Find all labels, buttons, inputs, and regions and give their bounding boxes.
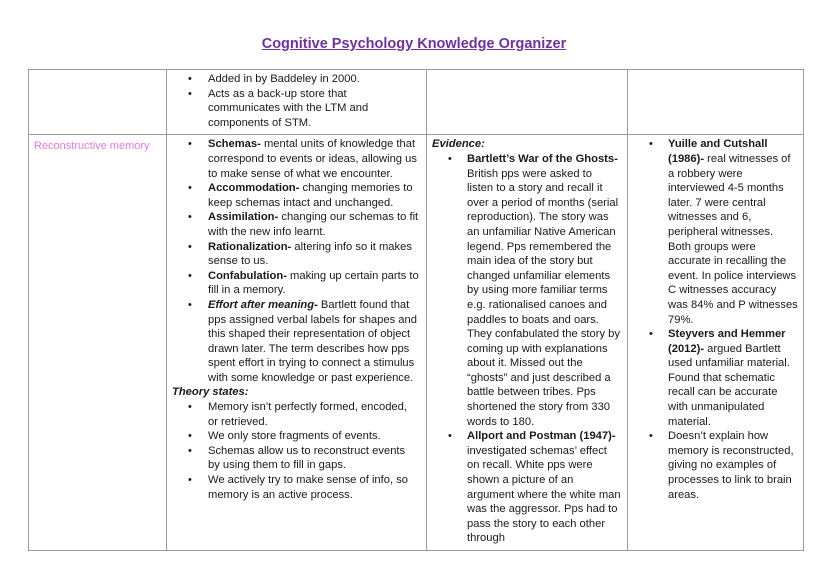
list-item: [167, 210, 420, 239]
evidence-list: [427, 152, 627, 546]
list-item: [167, 298, 420, 386]
list-item: • Memory isn’t perfectly formed, encoded, or retrieved.: [167, 400, 420, 429]
list-item: • Schemas allow us to reconstruct events by using them to fill in gaps.: [167, 444, 420, 473]
table-row: [29, 70, 804, 135]
study-label: Steyvers and Hemmer (2012)-: [668, 328, 786, 355]
list-item: • Added in by Baddeley in 2000.: [167, 72, 420, 87]
list-item: [167, 269, 420, 298]
evidence-cell-empty: [427, 70, 628, 135]
study-text: British pps were asked to listen to a story and recall it over a period of months (serial reproduction). The story was an unfamiliar Native American legend. Pps remembered the main idea of the story but changed unfamiliar elements by using more familiar terms e.g. rationalised canoes and paddles to boats and oars. They confabulated the story by coming up with explanations about it. Missed out the “ghosts” and just described a battle between tribes. Pps shortened the story from 330 words to 180.: [467, 167, 620, 428]
page-title: Cognitive Psychology Knowledge Organizer: [261, 36, 567, 52]
study-text: investigated schemas’ effect on recall. White pps were shown a picture of an argument where the white man was the aggressor. Pps had to pass the story to each other through: [467, 444, 621, 545]
list-item: [427, 429, 627, 546]
term-label: Rationalization-: [208, 240, 292, 253]
term-label: Confabulation-: [208, 269, 287, 282]
term-text: changing memories to keep schemas intact and unchanged.: [208, 182, 413, 209]
term-text: mental units of knowledge that correspond to events or ideas, allowing us to make sense of what we encounter.: [208, 138, 417, 180]
evidence-heading: Evidence:: [432, 138, 485, 151]
terms-list: [167, 137, 420, 385]
study-label: Allport and Postman (1947)-: [467, 430, 616, 443]
term-label: Accommodation-: [208, 182, 300, 195]
definitions-cell: [167, 135, 427, 551]
evaluation-cell: [628, 135, 804, 551]
list-item: [167, 181, 420, 210]
list-item: [167, 240, 420, 269]
list-item: [628, 137, 803, 327]
topic-cell-empty: [29, 70, 167, 135]
theory-list: [167, 400, 420, 502]
evaluation-cell-empty: [628, 70, 804, 135]
topic-label: Reconstructive memory: [34, 140, 150, 153]
content-cell: [167, 70, 427, 135]
list-item: • We actively try to make sense of info, so memory is an active process.: [167, 473, 420, 502]
study-text: argued Bartlett used unfamiliar material. Found that schematic recall can be accurate with unmanipulated material.: [668, 342, 790, 428]
list-item: [167, 137, 420, 181]
term-text: changing our schemas to fit with the new info learnt.: [208, 211, 419, 238]
bullet-list: [167, 72, 420, 130]
list-item: [427, 152, 627, 429]
table-row: [29, 135, 804, 551]
evaluation-list: [628, 137, 803, 502]
study-text: Doesn’t explain how memory is reconstructed, giving no examples of processes to link to brain areas.: [668, 430, 794, 501]
term-text: altering info so it makes sense to us.: [208, 240, 412, 268]
list-item: • Acts as a back-up store that communicates with the LTM and components of STM.: [167, 87, 420, 131]
study-label: Bartlett’s War of the Ghosts-: [467, 152, 618, 165]
list-item: [628, 429, 803, 502]
study-label: Yuille and Cutshall (1986)-: [668, 138, 768, 165]
term-label: Assimilation-: [208, 211, 279, 224]
theory-heading: Theory states:: [172, 386, 249, 399]
list-item: [628, 327, 803, 429]
list-item: • We only store fragments of events.: [167, 429, 420, 444]
term-label: Effort after meaning-: [208, 298, 318, 311]
topic-cell: [29, 135, 167, 551]
evidence-cell: [427, 135, 628, 551]
term-label: Schemas-: [208, 138, 261, 151]
knowledge-organizer-table: [28, 69, 804, 551]
term-text: making up certain parts to fill in a memory.: [208, 269, 419, 297]
study-text: real witnesses of a robbery were interviewed 4-5 months later. 7 were central witnesses and 6, peripheral witnesses. Both groups were accurate in recalling the event. In police interviews C witnesses accuracy was 84% and P witnesses 79%.: [668, 152, 798, 326]
term-text: Bartlett found that pps assigned verbal labels for shapes and this shaped their representation of object drawn later. The term describes how pps spent effort in trying to connect a stimulus with some knowledge or past experience.: [208, 298, 417, 384]
